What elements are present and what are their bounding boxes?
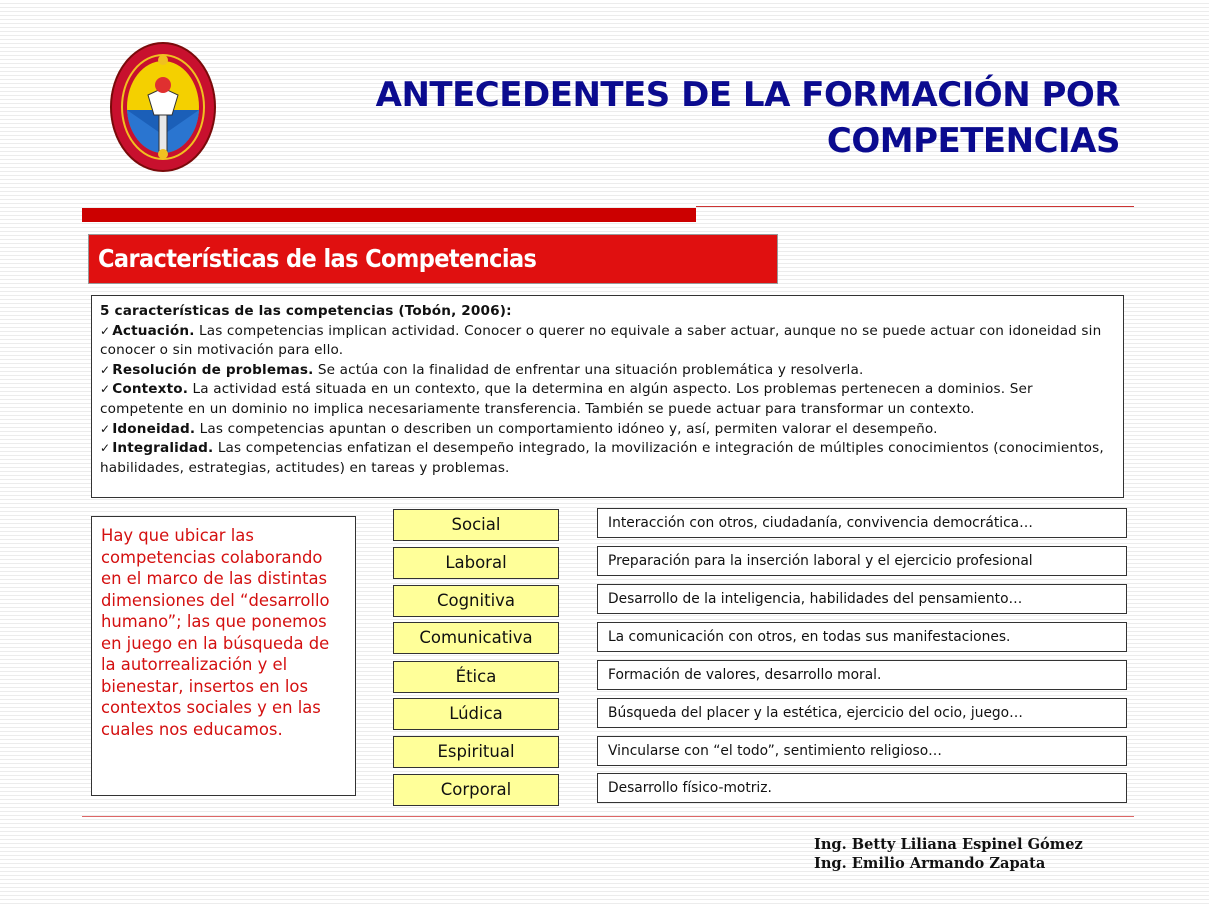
check-icon: ✓ (100, 323, 111, 338)
description-cognitiva: Desarrollo de la inteligencia, habilidades del pensamiento… (597, 584, 1127, 614)
dimension-ludica: Lúdica (393, 698, 559, 730)
dimension-comunicativa: Comunicativa (393, 622, 559, 654)
check-icon: ✓ (100, 362, 111, 377)
title-line-1: ANTECEDENTES DE LA FORMACIÓN POR (375, 75, 1120, 115)
characteristic-term: Integralidad. (112, 440, 214, 457)
check-icon: ✓ (100, 441, 111, 456)
author-line-1: Ing. Betty Liliana Espinel Gómez (814, 836, 1083, 853)
dimension-laboral: Laboral (393, 547, 559, 579)
description-ludica: Búsqueda del placer y la estética, ejercicio del ocio, juego… (597, 698, 1127, 728)
description-laboral: Preparación para la inserción laboral y el ejercicio profesional (597, 546, 1127, 576)
thin-divider-top (696, 206, 1134, 207)
description-espiritual: Vincularse con “el todo”, sentimiento religioso… (597, 736, 1127, 766)
dimension-cognitiva: Cognitiva (393, 585, 559, 617)
characteristic-text: Las competencias apuntan o describen un comportamiento idóneo y, así, permiten valorar el desempeño. (195, 420, 938, 437)
characteristic-item (100, 380, 1115, 419)
characteristics-heading: 5 características de las competencias (Tobón, 2006): (100, 303, 512, 319)
characteristic-term: Idoneidad. (112, 420, 196, 437)
characteristic-item (100, 420, 1115, 440)
characteristic-text: La actividad está situada en un contexto, que la determina en algún aspecto. Los problemas pertenecen a dominios. Ser competente en un dominio no implica necesariamente transferencia. También se puede actuar para transformar un contexto. (100, 381, 1033, 417)
dimension-espiritual: Espiritual (393, 736, 559, 768)
description-etica: Formación de valores, desarrollo moral. (597, 660, 1127, 690)
characteristic-term: Resolución de problemas. (112, 361, 314, 378)
description-comunicativa: La comunicación con otros, en todas sus manifestaciones. (597, 622, 1127, 652)
characteristic-text: Las competencias implican actividad. Conocer o querer no equivale a saber actuar, aunque no se puede actuar con idoneidad sin conocer o sin motivación para ello. (100, 322, 1102, 359)
characteristic-term: Actuación. (112, 322, 195, 339)
page-title (300, 72, 1120, 164)
description-corporal: Desarrollo físico-motriz. (597, 773, 1127, 803)
characteristic-text: Las competencias enfatizan el desempeño integrado, la movilización e integración de múltiples conocimientos (conocimientos, habilidades, estrategias, actitudes) en tareas y problemas. (100, 440, 1104, 476)
university-logo (108, 40, 218, 175)
author-line-2: Ing. Emilio Armando Zapata (814, 855, 1046, 872)
red-divider-bar (82, 208, 696, 222)
title-line-2: COMPETENCIAS (826, 121, 1120, 161)
characteristics-box (91, 295, 1124, 498)
section-header: Características de las Competencias (88, 234, 778, 284)
check-icon: ✓ (100, 382, 111, 397)
check-icon: ✓ (100, 421, 111, 436)
authors (814, 835, 1134, 873)
characteristic-text: Se actúa con la finalidad de enfrentar una situación problemática y resolverla. (313, 361, 864, 378)
dimension-etica: Ética (393, 661, 559, 693)
development-note-box: Hay que ubicar las competencias colaborando en el marco de las distintas dimensiones del “desarrollo humano”; las que ponemos en juego en la búsqueda de la autorrealización y el bienestar, insertos en los contextos sociales y en las cuales nos educamos. (91, 516, 356, 796)
dimension-corporal: Corporal (393, 774, 559, 806)
description-social: Interacción con otros, ciudadanía, convivencia democrática… (597, 508, 1127, 538)
characteristic-term: Contexto. (112, 381, 189, 398)
characteristic-item (100, 322, 1115, 361)
dimension-social: Social (393, 509, 559, 541)
characteristic-item (100, 439, 1115, 478)
characteristic-item (100, 361, 1115, 381)
thin-divider-bottom (82, 816, 1134, 817)
